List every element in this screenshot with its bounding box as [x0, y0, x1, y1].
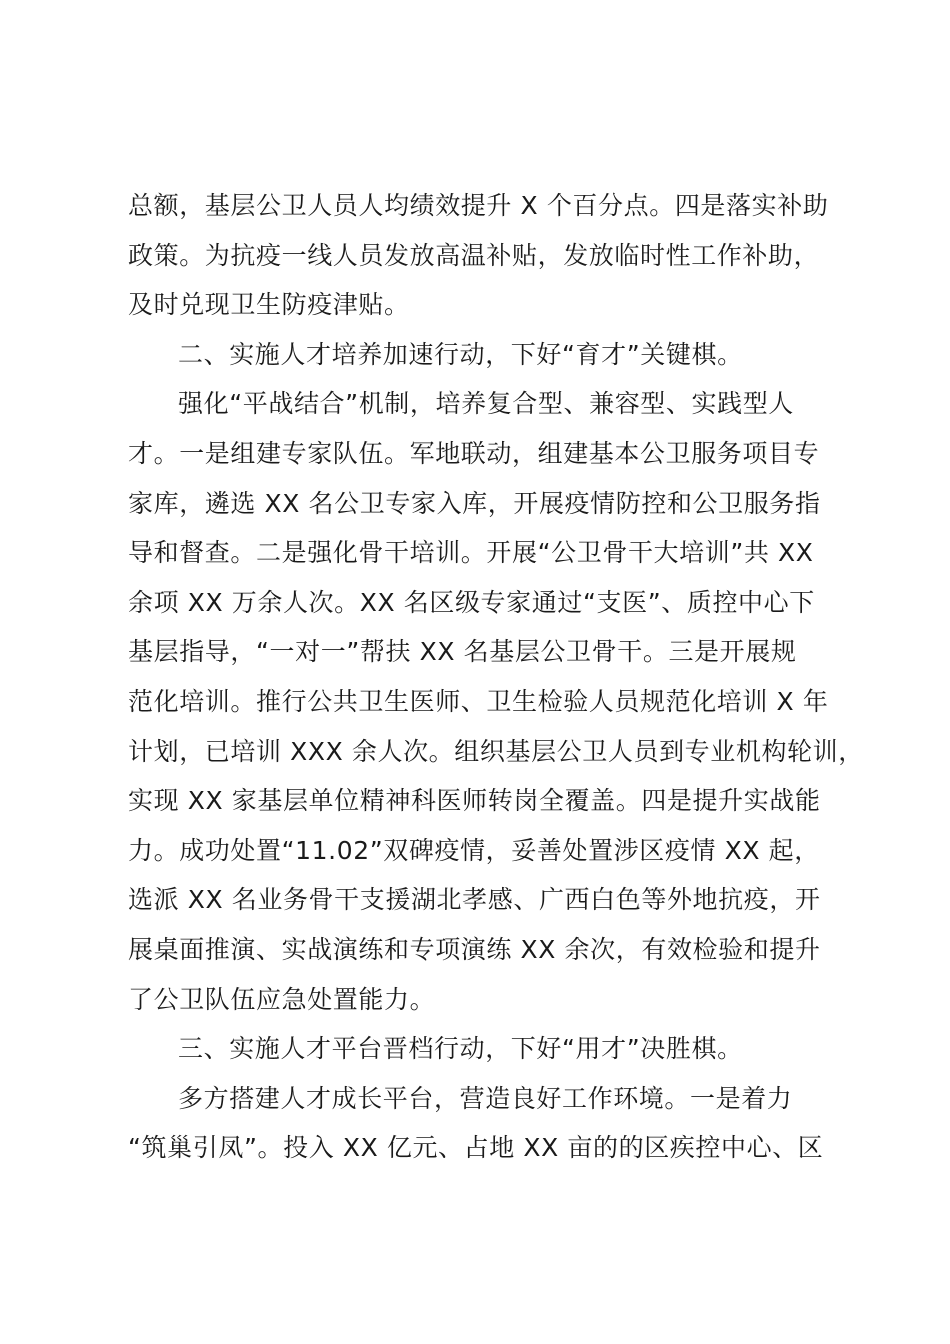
paragraph-line: 实现 XX 家基层单位精神科医师转岗全覆盖。四是提升实战能: [128, 786, 821, 816]
paragraph-line: 多方搭建人才成长平台，营造良好工作环境。一是着力: [178, 1083, 793, 1113]
paragraph-line: “筑巢引凤”。投入 XX 亿元、占地 XX 亩的的区疾控中心、区: [128, 1133, 824, 1163]
body-text: [128, 181, 864, 1173]
paragraph-line: 力。成功处置“11.02”双碑疫情，妥善处置涉区疫情 XX 起，: [128, 835, 820, 865]
paragraph-line: 政策。为抗疫一线人员发放高温补贴，发放临时性工作补助，: [128, 240, 820, 270]
paragraph-line: 展桌面推演、实战演练和专项演练 XX 余次，有效检验和提升: [128, 934, 821, 964]
paragraph-line: 了公卫队伍应急处置能力。: [128, 984, 436, 1014]
paragraph-line: 强化“平战结合”机制，培养复合型、兼容型、实践型人: [178, 389, 794, 419]
paragraph-line: 余项 XX 万余人次。XX 名区级专家通过“支医”、质控中心下: [128, 587, 815, 617]
paragraph-line: 范化培训。推行公共卫生医师、卫生检验人员规范化培训 X 年: [128, 686, 829, 716]
paragraph-line: 总额，基层公卫人员人均绩效提升 X 个百分点。四是落实补助: [128, 191, 829, 220]
section-heading-3: 三、实施人才平台晋档行动，下好“用才”决胜棋。: [178, 1034, 743, 1064]
paragraph-line: 基层指导，“一对一”帮扶 XX 名基层公卫骨干。三是开展规: [128, 637, 797, 667]
paragraph-line: 计划，已培训 XXX 余人次。组织基层公卫人员到专业机构轮训，: [128, 736, 864, 766]
paragraph-line: 导和督查。二是强化骨干培训。开展“公卫骨干大培训”共 XX: [128, 538, 814, 568]
section-heading-2: 二、实施人才培养加速行动，下好“育才”关键棋。: [178, 339, 743, 369]
paragraph-line: 及时兑现卫生防疫津贴。: [128, 290, 410, 320]
paragraph-line: 选派 XX 名业务骨干支援湖北孝感、广西白色等外地抗疫，开: [128, 885, 821, 915]
paragraph-line: 才。一是组建专家队伍。军地联动，组建基本公卫服务项目专: [128, 438, 820, 468]
paragraph-line: 家库，遴选 XX 名公卫专家入库，开展疫情防控和公卫服务指: [128, 488, 821, 518]
